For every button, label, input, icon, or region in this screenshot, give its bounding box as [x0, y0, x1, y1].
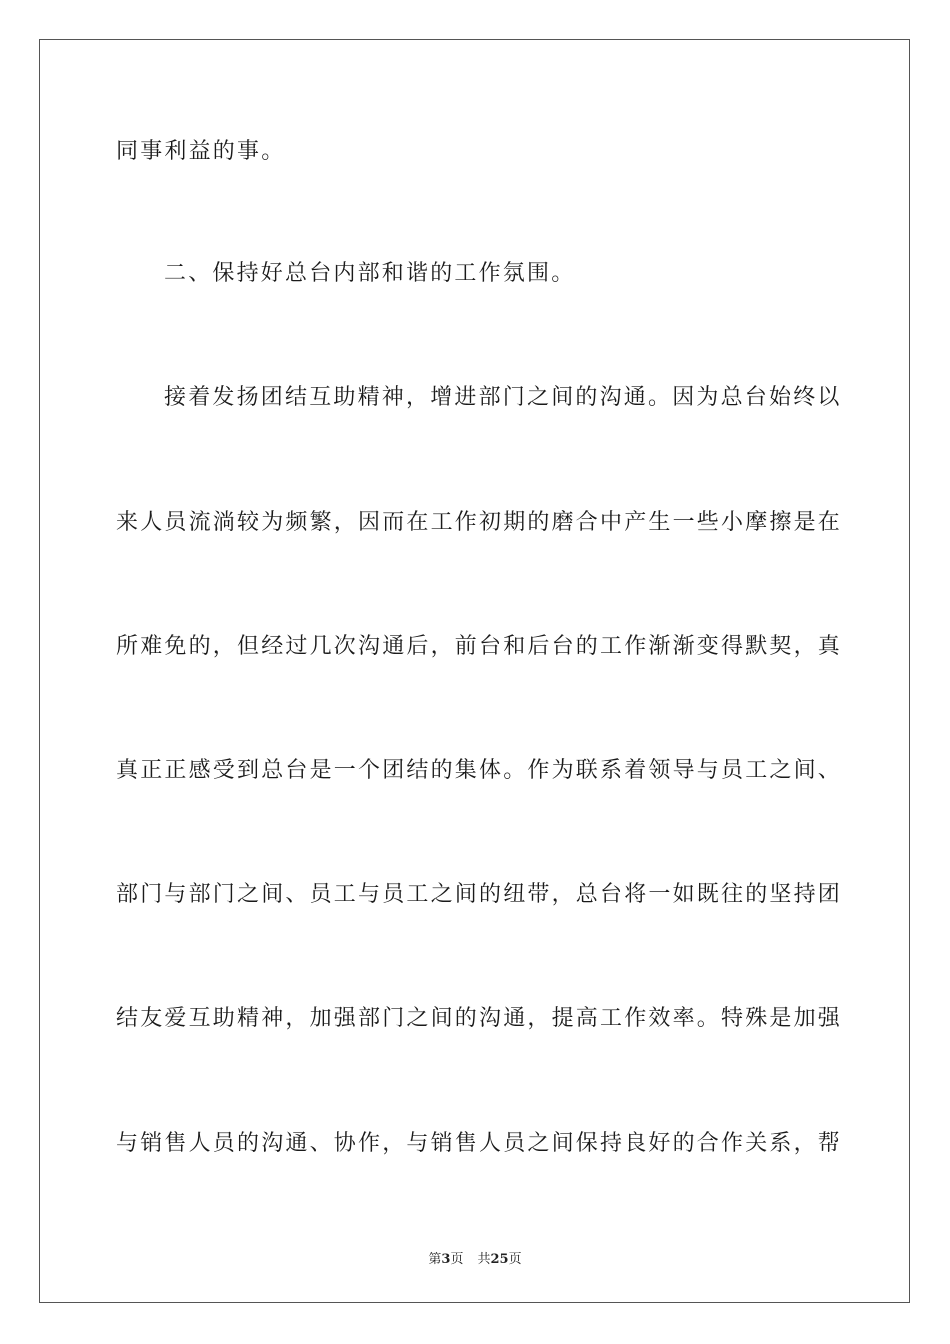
paragraph-line-8: 与销售人员的沟通、协作，与销售人员之间保持良好的合作关系，帮 [116, 1131, 843, 1156]
paragraph-line-1: 同事利益的事。 [116, 139, 286, 164]
total-prefix: 共 [477, 1252, 491, 1267]
paragraph-line-6: 部门与部门之间、员工与员工之间的纽带，总台将一如既往的坚持团 [116, 882, 843, 907]
paragraph-line-5: 真正正感受到总台是一个团结的集体。作为联系着领导与员工之间、 [116, 758, 843, 783]
total-suffix: 页 [508, 1252, 522, 1267]
page-footer [0, 1248, 950, 1267]
paragraph-line-7: 结友爱互助精神，加强部门之间的沟通，提高工作效率。特殊是加强 [116, 1006, 843, 1031]
page-prefix: 第 [428, 1252, 442, 1267]
section-heading: 二、保持好总台内部和谐的工作氛围。 [164, 261, 576, 286]
paragraph-line-4: 所难免的，但经过几次沟通后，前台和后台的工作渐渐变得默契，真 [116, 634, 843, 659]
page-suffix: 页 [450, 1252, 464, 1267]
paragraph-line-3: 来人员流淌较为频繁，因而在工作初期的磨合中产生一些小摩擦是在 [116, 510, 843, 535]
paragraph-line-2: 接着发扬团结互助精神，增进部门之间的沟通。因为总台始终以 [164, 385, 842, 410]
total-pages: 25 [490, 1252, 509, 1267]
page-number: 3 [441, 1252, 451, 1267]
page-border [39, 39, 910, 1303]
